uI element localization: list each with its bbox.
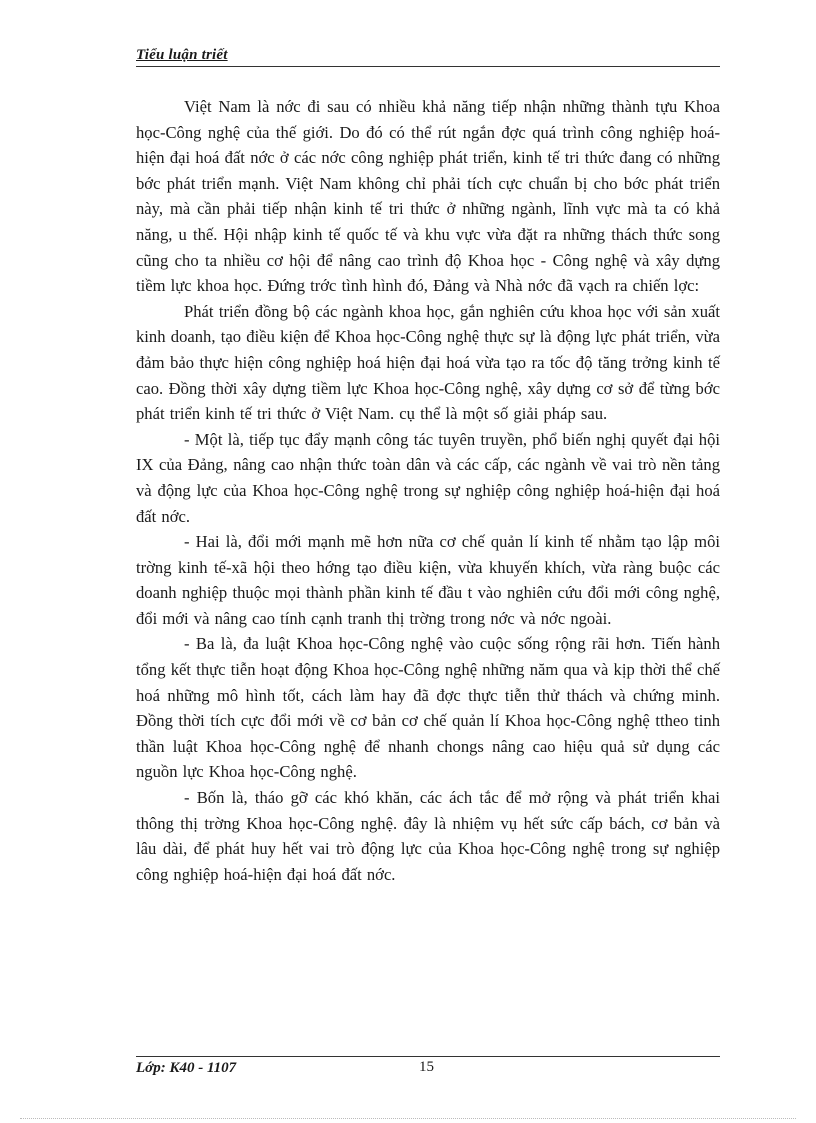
paragraph-solution-one: - Một là, tiếp tục đẩy mạnh công tác tuyên truyền, phổ biến nghị quyết đại hội IX của Đảng, nâng cao nhận thức toàn dân và các cấp, các ngành về vai trò nền tảng và động lực của Khoa học-Công nghệ trong sự nghiệp công nghiệp hoá-hiện đại hoá đất nớc. [136,429,720,526]
paragraph-solution-three: - Ba là, đa luật Khoa học-Công nghệ vào cuộc sống rộng rãi hơn. Tiến hành tổng kết thực tiễn hoạt động Khoa học-Công nghệ những năm qua và kịp thời thể chế hoá những mô hình tốt, cách làm hay đã đợc thực tiễn thử thách và chứng minh. Đồng thời tích cực đổi mới về cơ bản cơ chế quản lí Khoa học-Công nghệ ttheo tinh thần luật Khoa học-Công nghệ để nhanh chongs nâng cao hiệu quả sử dụng các nguồn lực Khoa học-Công nghệ. [136,634,720,782]
paragraph-intro: Việt Nam là nớc đi sau có nhiều khả năng tiếp nhận những thành tựu Khoa học-Công nghệ của thế giới. Do đó có thể rút ngắn đợc quá trình công nghiệp hoá-hiện đại hoá đất nớc ở các nớc công nghiệp phát triển, kinh tế tri thức đang có những bớc phát triển mạnh. Việt Nam không chỉ phải tích cực chuẩn bị cho bớc phát triển này, mà cần phải tiếp nhận kinh tế tri thức ở những ngành, lĩnh vực mà ta có khả năng, u thế. Hội nhập kinh tế quốc tế và khu vực vừa đặt ra những thách thức song cũng cho ta nhiều cơ hội để nâng cao trình độ Khoa học - Công nghệ và xây dựng tiềm lực khoa học. Đứng trớc tình hình đó, Đảng và Nhà nớc đã vạch ra chiến lợc: [136,97,720,296]
paragraph-solution-four: - Bốn là, tháo gỡ các khó khăn, các ách tắc để mở rộng và phát triển khai thông thị trờng Khoa học-Công nghệ. đây là nhiệm vụ hết sức cấp bách, cơ bản và lâu dài, để phát huy hết vai trò động lực của Khoa học-Công nghệ trong sự nghiệp công nghiệp hoá-hiện đại hoá đất nớc. [136,788,720,884]
header-title: Tiểu luận triết [136,47,228,63]
paragraph-strategy: Phát triển đồng bộ các ngành khoa học, gắn nghiên cứu khoa học với sản xuất kinh doanh, tạo điều kiện để Khoa học-Công nghệ thực sự là động lực phát triển, vừa đảm bảo thực hiện công nghiệp hoá hiện đại hoá vừa tạo ra tốc độ tăng trởng kinh tế cao. Đồng thời xây dựng tiềm lực Khoa học-Công nghệ, xây dựng cơ sở để từng bớc phát triển kinh tế tri thức ở Việt Nam. cụ thể là một số giải pháp sau. [136,301,720,424]
document-body [136,94,720,887]
paragraph-solution-two: - Hai là, đổi mới mạnh mẽ hơn nữa cơ chế quản lí kinh tế nhằm tạo lập môi trờng kinh tế-xã hội theo hớng tạo điều kiện, vừa khuyến khích, vừa ràng buộc các doanh nghiệp thuộc mọi thành phần kinh tế đầu t vào nghiên cứu đổi mới công nghệ, đổi mới và nâng cao tính cạnh tranh thị trờng trong nớc và nớc ngoài. [136,532,720,628]
page-footer [136,1056,720,1083]
page-edge-divider [20,1118,796,1119]
page-header [136,42,720,67]
page-number: 15 [419,1059,434,1075]
footer-class-label: Lớp: K40 - 1107 [136,1060,237,1076]
